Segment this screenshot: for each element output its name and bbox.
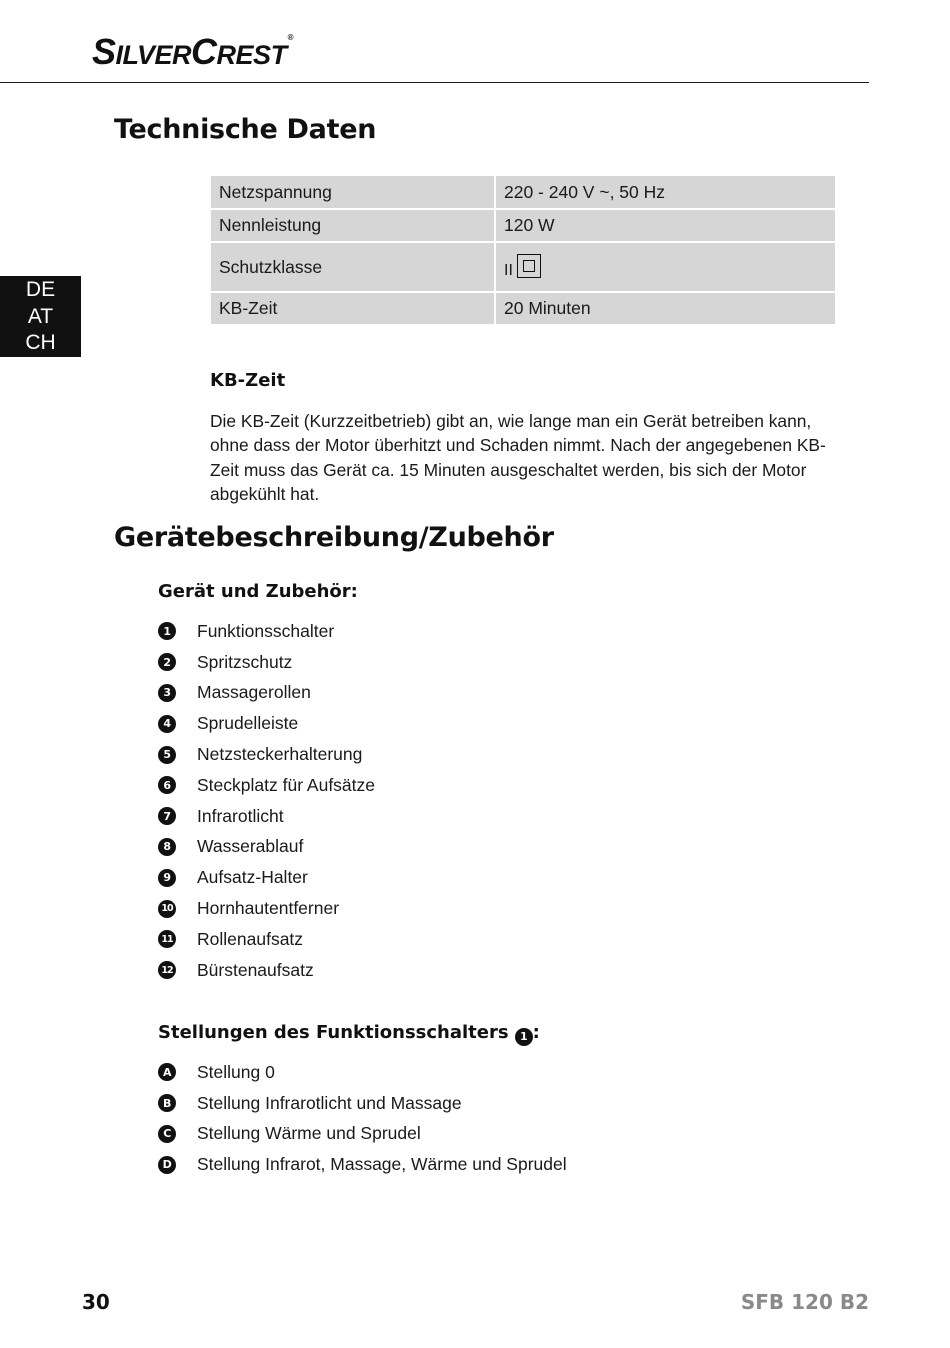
list-item: B Stellung Infrarotlicht und Massage — [158, 1088, 567, 1119]
list-item: 3 Massagerollen — [158, 678, 375, 709]
list-item: 7 Infrarotlicht — [158, 801, 375, 832]
number-badge: 11 — [158, 930, 176, 948]
number-badge: 10 — [158, 900, 176, 918]
number-badge: 3 — [158, 684, 176, 702]
number-badge: 12 — [158, 961, 176, 979]
language-tab — [0, 276, 81, 357]
kb-title: KB-Zeit — [210, 370, 286, 391]
number-badge: 7 — [158, 807, 176, 825]
spec-value: 20 Minuten — [496, 293, 835, 324]
number-badge: 1 — [158, 622, 176, 640]
spec-table — [211, 176, 835, 324]
spec-key: KB-Zeit — [211, 293, 496, 324]
number-badge: 5 — [158, 746, 176, 764]
list-item: 10 Hornhautentferner — [158, 893, 375, 924]
spec-key: Netzspannung — [211, 176, 496, 210]
letter-badge: B — [158, 1094, 176, 1112]
letter-badge: D — [158, 1156, 176, 1174]
spec-value: 220 - 240 V ~, 50 Hz — [496, 176, 835, 210]
language-at: AT — [27, 304, 54, 328]
number-badge: 4 — [158, 715, 176, 733]
list-item: 8 Wasserablauf — [158, 832, 375, 863]
letter-badge: C — [158, 1125, 176, 1143]
model-number: SFB 120 B2 — [740, 1290, 869, 1314]
letter-badge: A — [158, 1063, 176, 1081]
switch-positions-list — [158, 1057, 567, 1180]
table-row — [211, 210, 835, 243]
list-item: 5 Netzsteckerhalterung — [158, 739, 375, 770]
spec-value — [496, 243, 835, 293]
list-item: 4 Sprudelleiste — [158, 708, 375, 739]
list-item: 2 Spritzschutz — [158, 647, 375, 678]
list-item: 6 Steckplatz für Aufsätze — [158, 770, 375, 801]
number-badge: 9 — [158, 869, 176, 887]
number-badge: 1 — [515, 1028, 533, 1046]
number-badge: 8 — [158, 838, 176, 856]
language-de: DE — [25, 278, 56, 301]
list-item: 1 Funktionsschalter — [158, 616, 375, 647]
kb-paragraph: Die KB-Zeit (Kurzzeitbetrieb) gibt an, wie lange man ein Gerät betreiben kann, ohne dass der Motor überhitzt und Schaden nimmt. Nach der angegebenen KB-Zeit muss das Gerät ca. 15 Minuten ausgeschaltet werden, bis sich der Motor abgekühlt hat. — [210, 411, 826, 505]
table-row — [211, 293, 835, 324]
list-item: 11 Rollenaufsatz — [158, 924, 375, 955]
number-badge: 6 — [158, 776, 176, 794]
table-row — [211, 243, 835, 293]
spec-key: Schutzklasse — [211, 243, 496, 293]
number-badge: 2 — [158, 653, 176, 671]
list-item: 9 Aufsatz-Halter — [158, 862, 375, 893]
list-item: A Stellung 0 — [158, 1057, 567, 1088]
accessory-list — [158, 616, 375, 986]
brand-logo: SILVERCREST® — [92, 31, 293, 72]
device-title: Gerätebeschreibung/Zubehör — [114, 522, 554, 553]
list-item: 12 Bürstenaufsatz — [158, 955, 375, 986]
spec-key: Nennleistung — [211, 210, 496, 243]
positions-title: Stellungen des Funktionsschalters 1 : — [158, 1022, 540, 1046]
spec-value: 120 W — [496, 210, 835, 243]
header-rule — [0, 82, 869, 83]
protection-class-ii-icon — [504, 254, 541, 280]
table-row — [211, 176, 835, 210]
protection-class-label: II — [504, 262, 513, 279]
device-subtitle: Gerät und Zubehör: — [158, 581, 358, 602]
tech-title: Technische Daten — [114, 114, 377, 145]
language-ch: CH — [25, 331, 56, 354]
list-item: D Stellung Infrarot, Massage, Wärme und Sprudel — [158, 1149, 567, 1180]
list-item: C Stellung Wärme und Sprudel — [158, 1119, 567, 1150]
page-number: 30 — [82, 1290, 110, 1314]
